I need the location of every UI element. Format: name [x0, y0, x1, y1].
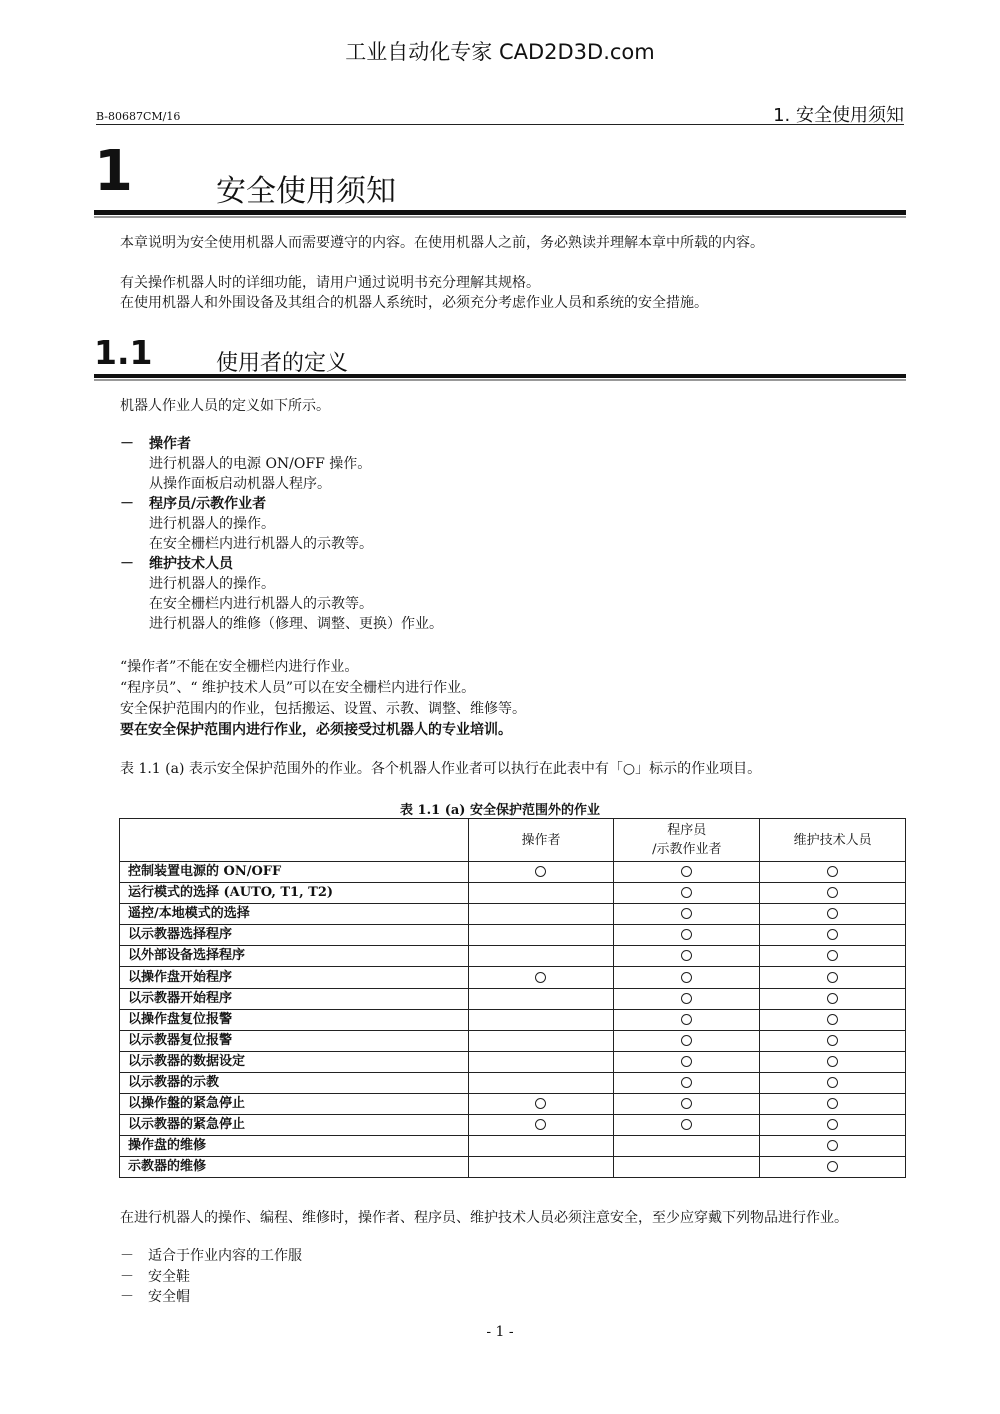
circle-mark-icon	[827, 866, 838, 877]
table-intro: 表 1.1 (a) 表示安全保护范围外的作业。各个机器人作业者可以执行在此表中有「○」标示的作业项目。	[120, 761, 762, 777]
table-row	[120, 904, 906, 925]
permission-cell	[614, 1115, 760, 1136]
permission-cell	[760, 925, 906, 946]
permission-cell	[614, 1157, 760, 1178]
permission-cell	[614, 1136, 760, 1157]
role-desc: 进行机器人的维修（修理、调整、更换）作业。	[149, 616, 443, 632]
table-row	[120, 925, 906, 946]
permission-cell	[614, 862, 760, 883]
list-dash: －	[120, 1289, 134, 1305]
table-caption: 表 1.1 (a) 安全保护范围外的作业	[400, 803, 600, 818]
permission-cell	[614, 904, 760, 925]
role-desc: 在安全栅栏内进行机器人的示教等。	[149, 596, 373, 612]
list-dash: －	[120, 1268, 134, 1285]
table-row	[120, 1094, 906, 1115]
circle-mark-icon	[681, 866, 692, 877]
chapter-rule	[94, 210, 906, 215]
intro-paragraph-2: 有关操作机器人时的详细功能，请用户通过说明书充分理解其规格。	[120, 275, 540, 291]
task-name-cell: 示教器的维修	[120, 1157, 469, 1178]
task-name-cell: 以示教器复位报警	[120, 1030, 469, 1051]
task-name-cell: 以外部设备选择程序	[120, 946, 469, 967]
permission-cell	[468, 1115, 614, 1136]
permission-cell	[468, 988, 614, 1009]
table-row	[120, 1115, 906, 1136]
circle-mark-icon	[681, 908, 692, 919]
circle-mark-icon	[827, 950, 838, 961]
permission-cell	[468, 883, 614, 904]
note-line: 安全保护范围内的作业，包括搬运、设置、示教、调整、维修等。	[120, 701, 526, 717]
role-programmer	[120, 494, 880, 554]
gear-label: 安全鞋	[148, 1268, 190, 1285]
permission-cell	[468, 1009, 614, 1030]
circle-mark-icon	[827, 993, 838, 1004]
permission-cell	[468, 1051, 614, 1072]
list-dash: －	[120, 436, 134, 452]
role-maintenance	[120, 554, 880, 634]
circle-mark-icon	[827, 972, 838, 983]
permission-cell	[468, 904, 614, 925]
task-name-cell: 运行模式的选择 (AUTO, T1, T2)	[120, 883, 469, 904]
intro-paragraph-1: 本章说明为安全使用机器人而需要遵守的内容。在使用机器人之前，务必熟读并理解本章中所载的内容。	[120, 235, 764, 251]
permission-cell	[760, 1030, 906, 1051]
circle-mark-icon	[827, 1077, 838, 1088]
note-training-requirement: 要在安全保护范围内进行作业，必须接受过机器人的专业培训。	[120, 722, 512, 738]
permission-cell	[468, 967, 614, 988]
role-desc: 进行机器人的电源 ON/OFF 操作。	[149, 456, 372, 472]
table-body	[120, 862, 906, 1178]
role-desc: 进行机器人的操作。	[149, 516, 275, 532]
header-cell-operator: 操作者	[468, 819, 614, 862]
circle-mark-icon	[827, 1056, 838, 1067]
circle-mark-icon	[681, 929, 692, 940]
role-name: 维护技术人员	[149, 556, 233, 572]
role-desc: 在安全栅栏内进行机器人的示教等。	[149, 536, 373, 552]
task-name-cell: 以示教器的数据设定	[120, 1051, 469, 1072]
permission-cell	[760, 862, 906, 883]
table-row	[120, 946, 906, 967]
task-name-cell: 以操作盘复位报警	[120, 1009, 469, 1030]
permission-cell	[614, 1051, 760, 1072]
list-dash: －	[120, 556, 134, 572]
gear-item-helmet	[120, 1287, 302, 1308]
circle-mark-icon	[681, 887, 692, 898]
table-row	[120, 883, 906, 904]
section-rule-shadow	[94, 379, 906, 381]
table-row	[120, 1136, 906, 1157]
task-name-cell: 操作盘的维修	[120, 1136, 469, 1157]
permission-cell	[468, 925, 614, 946]
task-name-cell: 以操作盤的紧急停止	[120, 1094, 469, 1115]
header-cell-task	[120, 819, 469, 862]
circle-mark-icon	[535, 1098, 546, 1109]
permission-cell	[760, 1115, 906, 1136]
role-notes	[120, 657, 910, 741]
header-rule	[96, 124, 904, 125]
header-cell-maintenance: 维护技术人员	[760, 819, 906, 862]
circle-mark-icon	[827, 929, 838, 940]
permission-cell	[468, 1030, 614, 1051]
running-title: 1. 安全使用须知	[773, 105, 904, 126]
permission-cell	[614, 883, 760, 904]
permission-cell	[468, 1072, 614, 1093]
table-row	[120, 988, 906, 1009]
circle-mark-icon	[681, 1056, 692, 1067]
section-title: 使用者的定义	[216, 351, 349, 376]
watermark-banner: 工业自动化专家 CAD2D3D.com	[345, 40, 655, 64]
circle-mark-icon	[681, 950, 692, 961]
circle-mark-icon	[827, 887, 838, 898]
permission-cell	[614, 988, 760, 1009]
role-desc: 从操作面板启动机器人程序。	[149, 476, 331, 492]
permission-cell	[614, 1030, 760, 1051]
permission-cell	[468, 1094, 614, 1115]
permission-cell	[614, 946, 760, 967]
circle-mark-icon	[827, 1140, 838, 1151]
circle-mark-icon	[681, 1098, 692, 1109]
role-definition-list	[120, 434, 880, 634]
task-name-cell: 以示教器开始程序	[120, 988, 469, 1009]
gear-item-safety-shoes	[120, 1267, 302, 1288]
protective-gear-list	[120, 1246, 302, 1308]
circle-mark-icon	[827, 1098, 838, 1109]
circle-mark-icon	[681, 1035, 692, 1046]
permission-cell	[760, 1157, 906, 1178]
gear-label: 安全帽	[148, 1289, 190, 1305]
permission-cell	[468, 946, 614, 967]
permission-cell	[614, 967, 760, 988]
table-row	[120, 1030, 906, 1051]
role-operator	[120, 434, 880, 494]
task-name-cell: 以示教器的紧急停止	[120, 1115, 469, 1136]
chapter-title: 安全使用须知	[216, 174, 396, 209]
permission-cell	[760, 1051, 906, 1072]
permission-cell	[614, 925, 760, 946]
role-name: 程序员/示教作业者	[149, 496, 267, 512]
page-number: - 1 -	[486, 1324, 514, 1340]
permission-cell	[760, 967, 906, 988]
table-row	[120, 1157, 906, 1178]
section-number: 1.1	[94, 333, 153, 372]
permission-cell	[760, 1094, 906, 1115]
permission-cell	[760, 904, 906, 925]
document-code: B-80687CM/16	[96, 110, 181, 123]
table-row	[120, 1072, 906, 1093]
circle-mark-icon	[681, 993, 692, 1004]
circle-mark-icon	[681, 972, 692, 983]
table-row	[120, 967, 906, 988]
circle-mark-icon	[827, 1035, 838, 1046]
intro-paragraph-3: 在使用机器人和外围设备及其组合的机器人系统时，必须充分考虑作业人员和系统的安全措施。	[120, 295, 708, 311]
list-dash: －	[120, 1248, 134, 1264]
table-row	[120, 1051, 906, 1072]
circle-mark-icon	[681, 1119, 692, 1130]
task-name-cell: 遥控/本地模式的选择	[120, 904, 469, 925]
section-lead: 机器人作业人员的定义如下所示。	[120, 398, 330, 414]
header-cell-programmer: 程序员 /示教作业者	[614, 819, 760, 862]
table-row	[120, 862, 906, 883]
circle-mark-icon	[827, 1161, 838, 1172]
table-header-row	[120, 819, 906, 862]
task-name-cell: 控制装置电源的 ON/OFF	[120, 862, 469, 883]
permission-cell	[614, 1072, 760, 1093]
list-dash: －	[120, 496, 134, 512]
chapter-number: 1	[94, 139, 133, 204]
role-desc: 进行机器人的操作。	[149, 576, 275, 592]
circle-mark-icon	[681, 1014, 692, 1025]
section-rule	[94, 374, 906, 378]
permission-cell	[614, 1009, 760, 1030]
operations-table	[119, 818, 906, 1178]
permission-cell	[614, 1094, 760, 1115]
circle-mark-icon	[535, 1119, 546, 1130]
role-name: 操作者	[149, 436, 191, 452]
circle-mark-icon	[535, 972, 546, 983]
permission-cell	[760, 1072, 906, 1093]
task-name-cell: 以示教器的示教	[120, 1072, 469, 1093]
circle-mark-icon	[827, 1014, 838, 1025]
chapter-rule-shadow	[94, 216, 906, 218]
gear-label: 适合于作业内容的工作服	[148, 1248, 302, 1264]
circle-mark-icon	[535, 866, 546, 877]
permission-cell	[468, 1157, 614, 1178]
gear-item-workwear	[120, 1246, 302, 1267]
table-row	[120, 1009, 906, 1030]
task-name-cell: 以操作盘开始程序	[120, 967, 469, 988]
permission-cell	[760, 988, 906, 1009]
permission-cell	[468, 862, 614, 883]
circle-mark-icon	[827, 1119, 838, 1130]
permission-cell	[760, 1136, 906, 1157]
protective-gear-intro: 在进行机器人的操作、编程、维修时，操作者、程序员、维护技术人员必须注意安全，至少应穿戴下列物品进行作业。	[120, 1210, 848, 1226]
task-name-cell: 以示教器选择程序	[120, 925, 469, 946]
circle-mark-icon	[827, 908, 838, 919]
note-line: “操作者”不能在安全栅栏内进行作业。	[120, 659, 359, 675]
permission-cell	[760, 946, 906, 967]
permission-cell	[760, 883, 906, 904]
circle-mark-icon	[681, 1077, 692, 1088]
note-line: “程序员”、“ 维护技术人员”可以在安全栅栏内进行作业。	[120, 680, 476, 696]
permission-cell	[468, 1136, 614, 1157]
permission-cell	[760, 1009, 906, 1030]
